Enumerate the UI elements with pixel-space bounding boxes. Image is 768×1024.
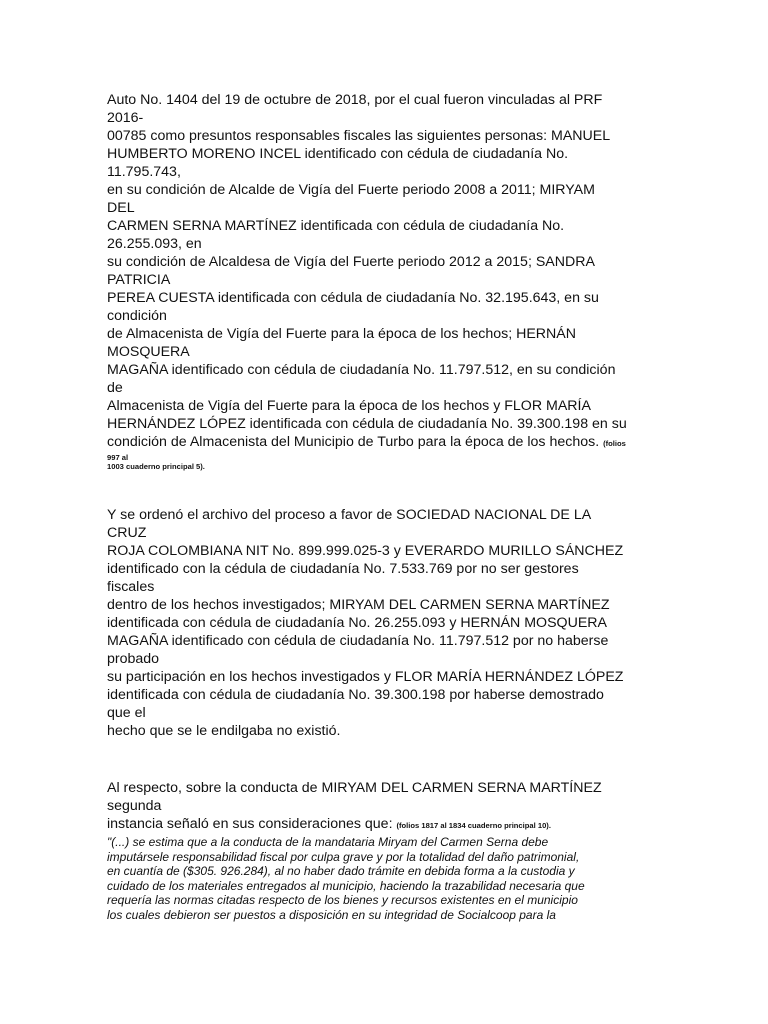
text-line: HUMBERTO MORENO INCEL identificado con cédula de ciudadanía No. <box>107 146 569 162</box>
text-line: en su condición de Alcalde de Vigía del Fuerte periodo 2008 a 2011; MIRYAM <box>107 182 595 198</box>
quote-line: los cuales debieron ser puestos a disposición en su integridad de Socialcoop para la <box>107 907 556 922</box>
footnote-reference: (folios 1817 al 1834 cuaderno principal 10). <box>396 821 551 830</box>
quote-line: imputársele responsabilidad fiscal por culpa grave y por la totalidad del daño patrimonial, <box>107 849 580 864</box>
text-line: 00785 como presuntos responsables fiscales las siguientes personas: MANUEL <box>107 128 611 144</box>
text-line: MOSQUERA <box>107 344 190 360</box>
text-line: CARMEN SERNA MARTÍNEZ identificada con cédula de ciudadanía No. <box>107 218 565 234</box>
text-line: fiscales <box>107 579 155 595</box>
paragraph-consideraciones <box>107 779 747 923</box>
text-line: instancia señaló en sus consideraciones que: <box>107 816 393 832</box>
text-line: de Almacenista de Vigía del Fuerte para la época de los hechos; HERNÁN <box>107 326 576 342</box>
text-line: 26.255.093, en <box>107 236 202 252</box>
text-line: HERNÁNDEZ LÓPEZ identificada con cédula de ciudadanía No. 39.300.198 en su <box>107 416 627 432</box>
text-line: CRUZ <box>107 525 147 541</box>
text-line: probado <box>107 651 160 667</box>
text-line-with-footnote <box>107 433 747 453</box>
footnote-line: 1003 cuaderno principal 5). <box>107 462 205 471</box>
text-line: 2016- <box>107 110 144 126</box>
quote-line: cuidado de los materiales entregados al municipio, haciendo la trazabilidad necesaria que <box>107 878 585 893</box>
text-line: Al respecto, sobre la conducta de MIRYAM DEL CARMEN SERNA MARTÍNEZ <box>107 780 602 796</box>
quote-line: "(...) se estima que a la conducta de la mandataria Miryam del Carmen Serna debe <box>107 835 549 849</box>
quote-line: requería las normas citadas respecto de los bienes y recursos existentes en el municipio <box>107 893 578 908</box>
text-line: PEREA CUESTA identificada con cédula de ciudadanía No. 32.195.643, en su <box>107 290 599 306</box>
text-line: que el <box>107 705 146 721</box>
footnote-line: 997 al <box>107 453 129 462</box>
text-line: MAGAÑA identificado con cédula de ciudadanía No. 11.797.512, en su condición <box>107 362 616 378</box>
text-line: 11.795.743, <box>107 164 181 180</box>
text-line: su condición de Alcaldesa de Vigía del Fuerte periodo 2012 a 2015; SANDRA <box>107 254 595 270</box>
text-line: DEL <box>107 200 135 216</box>
text-line: identificado con la cédula de ciudadanía No. 7.533.769 por no ser gestores <box>107 561 579 577</box>
text-line: segunda <box>107 798 162 814</box>
text-line: de <box>107 380 123 396</box>
text-line: identificada con cédula de ciudadanía No. 39.300.198 por haberse demostrado <box>107 687 604 703</box>
text-line: hecho que se le endilgaba no existió. <box>107 723 341 739</box>
quote-line: en cuantía de ($305. 926.284), al no haber dado trámite en debida forma a la custodia y <box>107 864 575 879</box>
text-line-with-footnote <box>107 815 747 835</box>
text-line: Auto No. 1404 del 19 de octubre de 2018, por el cual fueron vinculadas al PRF <box>107 92 603 108</box>
footnote-reference: (folios <box>603 439 626 448</box>
text-line: ROJA COLOMBIANA NIT No. 899.999.025-3 y EVERARDO MURILLO SÁNCHEZ <box>107 543 624 559</box>
paragraph-archivo-proceso <box>107 506 747 740</box>
text-line: identificada con cédula de ciudadanía No. 26.255.093 y HERNÁN MOSQUERA <box>107 615 607 631</box>
text-line: PATRICIA <box>107 272 171 288</box>
text-line: Almacenista de Vigía del Fuerte para la época de los hechos y FLOR MARÍA <box>107 398 591 414</box>
text-line: MAGAÑA identificado con cédula de ciudadanía No. 11.797.512 por no haberse <box>107 633 609 649</box>
text-line: condición de Almacenista del Municipio de Turbo para la época de los hechos. <box>107 434 600 450</box>
text-line: su participación en los hechos investigados y FLOR MARÍA HERNÁNDEZ LÓPEZ <box>107 669 624 685</box>
paragraph-auto-vinculacion <box>107 91 747 471</box>
text-line: condición <box>107 308 167 324</box>
text-line: Y se ordenó el archivo del proceso a favor de SOCIEDAD NACIONAL DE LA <box>107 507 592 523</box>
text-line: dentro de los hechos investigados; MIRYAM DEL CARMEN SERNA MARTÍNEZ <box>107 597 610 613</box>
